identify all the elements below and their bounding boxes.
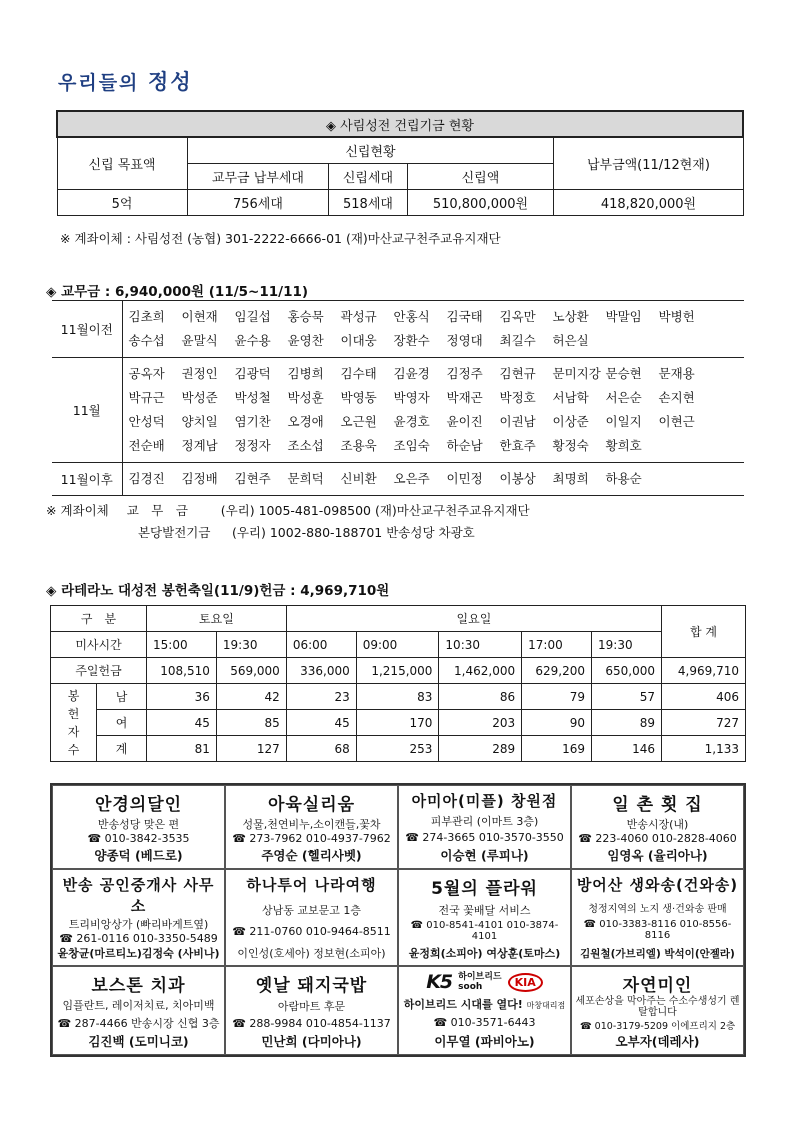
ad-card: [225, 785, 398, 869]
donor-name: 김광덕: [234, 366, 271, 381]
cash-value: 629,200: [522, 658, 592, 684]
female-value: 203: [439, 710, 522, 736]
donor-name: 박말임: [605, 309, 642, 324]
ad-phone: ☎ 010-3571-6443: [433, 1015, 536, 1029]
donor-name: 염기찬: [234, 414, 271, 429]
donor-name: 한효주: [499, 438, 536, 453]
ad-name: 반송 공인중개사 사무소: [62, 876, 215, 915]
female-value: 45: [147, 710, 217, 736]
dues-names-table: [52, 300, 744, 496]
male-label: 남: [97, 684, 147, 710]
cash-value: 336,000: [286, 658, 356, 684]
donor-name: 송수섭: [128, 333, 165, 348]
donor-name: 허은실: [552, 333, 589, 348]
sum-value: 146: [592, 736, 662, 762]
ad-line: 전국 꽃배달 서비스: [438, 903, 531, 917]
donor-name: 문승현: [605, 366, 642, 381]
mass-time: 15:00: [147, 632, 217, 658]
note-prefix: ※ 계좌이체: [46, 503, 109, 518]
fund-paid-value: 418,820,000원: [554, 189, 743, 215]
donor-name: 김수태: [340, 366, 377, 381]
donor-name: 정정자: [234, 438, 271, 453]
donor-name: 김경진: [128, 471, 165, 486]
donor-name: 문재용: [658, 366, 695, 381]
ad-name: 5월의 플라워: [431, 879, 538, 899]
donor-name: 오경애: [287, 414, 324, 429]
ad-owner: 임영옥 (율리아나): [607, 847, 708, 863]
donor-name: 김옥만: [499, 309, 536, 324]
ad-card: [225, 966, 398, 1055]
donor-name: 안홍식: [393, 309, 430, 324]
mass-time: 10:30: [439, 632, 522, 658]
ad-card: [571, 785, 744, 869]
sum-value: 68: [286, 736, 356, 762]
dues-row-before: [52, 301, 744, 358]
dues-heading: ◈ 교무금 : 6,940,000원 (11/5~11/11): [46, 284, 309, 300]
donor-name: 권정인: [181, 366, 218, 381]
male-row: [51, 684, 746, 710]
donor-name: 박재곤: [446, 390, 483, 405]
donor-name: 윤말식: [181, 333, 218, 348]
ad-line: 성물,천연비누,소이캔들,꽃차: [242, 817, 381, 831]
cash-value: 569,000: [216, 658, 286, 684]
donor-name: 정계남: [181, 438, 218, 453]
ad-line: 세포손상을 막아주는 수소수생성기 렌탈합니다: [575, 996, 740, 1018]
donor-name: 박영동: [340, 390, 377, 405]
donor-name: 조임숙: [393, 438, 430, 453]
ad-owner: 김진백 (도미니코): [88, 1033, 189, 1049]
female-value: 90: [522, 710, 592, 736]
donor-name: 오근원: [340, 414, 377, 429]
dues-names: [122, 301, 744, 358]
donor-name: 홍승묵: [287, 309, 324, 324]
offering-sunday-header: 일요일: [286, 606, 661, 632]
ad-owner: 양종덕 (베드로): [94, 847, 183, 863]
ad-phone: ☎ 211-0760 010-9464-8511: [232, 925, 391, 938]
sum-row: [51, 736, 746, 762]
male-value: 83: [356, 684, 439, 710]
ad-phone: ☎ 287-4466 반송시장 신협 3층: [57, 1016, 220, 1030]
cash-value: 650,000: [592, 658, 662, 684]
donor-name: 노상환: [552, 309, 589, 324]
ad-name: 안경의달인: [94, 795, 183, 815]
donor-name: 하용순: [605, 471, 642, 486]
mass-time: 17:00: [522, 632, 592, 658]
donor-name: 이현근: [658, 414, 695, 429]
donor-name: 임길섭: [234, 309, 271, 324]
dues-account-note: [46, 500, 530, 544]
fund-amount-value: 510,800,000원: [407, 189, 554, 215]
donor-name: 윤이진: [446, 414, 483, 429]
donor-name: 하순남: [446, 438, 483, 453]
fund-account-note: ※ 계좌이체 : 사림성전 (농협) 301-2222-6666-01 (재)마산교구천주교유지재단: [60, 231, 501, 246]
donor-name: 최명희: [552, 471, 589, 486]
donor-name: 문미지강: [552, 366, 601, 381]
ad-owner: 민난희 (다미아나): [261, 1033, 362, 1049]
fund-applied-header: 신립세대: [329, 163, 407, 189]
fund-amount-header: 신립액: [407, 163, 554, 189]
donor-name: 김현규: [499, 366, 536, 381]
offering-saturday-header: 토요일: [147, 606, 287, 632]
note-label-dues: 교 무 금: [126, 503, 188, 518]
page-title-main: 정성: [148, 70, 193, 94]
ad-card: [398, 966, 571, 1055]
donor-name: 김현주: [234, 471, 271, 486]
ad-name: 방어산 생와송(건와송): [576, 876, 739, 894]
donor-name: 정영대: [446, 333, 483, 348]
donor-name: 김국태: [446, 309, 483, 324]
donor-name: 이권남: [499, 414, 536, 429]
sum-value: 253: [356, 736, 439, 762]
donor-name: 서은순: [605, 390, 642, 405]
donor-name: 조용욱: [340, 438, 377, 453]
kia-logo: KIA: [508, 973, 543, 992]
offering-table: [50, 605, 746, 762]
donor-name: 박정호: [499, 390, 536, 405]
donor-name: 윤경호: [393, 414, 430, 429]
sum-value: 169: [522, 736, 592, 762]
donor-name: 박성준: [181, 390, 218, 405]
page-title: [58, 66, 193, 96]
male-value: 36: [147, 684, 217, 710]
k5-logo-sub: 하이브리드 sooh: [458, 972, 502, 992]
ad-line: 상남동 교보문고 1층: [262, 904, 361, 917]
k5-logo: [426, 971, 543, 993]
female-value: 89: [592, 710, 662, 736]
ad-phone: ☎ 274-3665 010-3570-3550: [405, 831, 564, 844]
cash-label: 주일헌금: [51, 658, 147, 684]
donor-name: 오은주: [393, 471, 430, 486]
ad-phone: ☎ 010-3842-3535: [87, 832, 190, 846]
dues-names: [122, 463, 744, 496]
donor-name: 박병헌: [658, 309, 695, 324]
mass-time: 06:00: [286, 632, 356, 658]
female-value: 170: [356, 710, 439, 736]
dues-row-label: 11월이전: [52, 301, 122, 358]
ad-name: 아미아(미플) 창원점: [411, 792, 558, 810]
ad-owner: 주영순 (헬리사벳): [261, 847, 362, 863]
donor-name: 전순배: [128, 438, 165, 453]
ad-owner: 이무열 (파비아노): [434, 1033, 535, 1049]
ad-card: [225, 869, 398, 966]
female-value: 85: [216, 710, 286, 736]
donor-name: 김병희: [287, 366, 324, 381]
ad-owner: 윤창균(마르티노)김정숙 (사비나): [57, 947, 220, 960]
note-account-fund: (우리) 1002-880-188701 반송성당 차광호: [231, 525, 475, 540]
sum-label: 계: [97, 736, 147, 762]
male-value: 57: [592, 684, 662, 710]
ad-line: [404, 996, 565, 1012]
donor-name: 이대웅: [340, 333, 377, 348]
ad-name: 옛날 돼지국밥: [255, 976, 368, 996]
ad-name: 아육실리움: [267, 795, 356, 815]
donor-name: 황희호: [605, 438, 642, 453]
donor-name: 서남학: [552, 390, 589, 405]
donor-name: 신비환: [340, 471, 377, 486]
female-value: 727: [662, 710, 746, 736]
ad-card: [52, 785, 225, 869]
male-value: 42: [216, 684, 286, 710]
donor-name: 문희덕: [287, 471, 324, 486]
donor-name: 장환수: [393, 333, 430, 348]
donor-name: 윤수용: [234, 333, 271, 348]
male-value: 406: [662, 684, 746, 710]
donor-name: 곽성규: [340, 309, 377, 324]
ad-phone: ☎ 273-7962 010-4937-7962: [232, 832, 391, 846]
sum-value: 289: [439, 736, 522, 762]
ad-owner: 김원철(가브리엘) 박석이(안젤라): [580, 947, 735, 960]
female-value: 45: [286, 710, 356, 736]
fund-households-header: 교무금 납부세대: [187, 163, 329, 189]
male-value: 86: [439, 684, 522, 710]
ad-line: 아람마트 후문: [277, 1000, 346, 1014]
dues-names: [122, 358, 744, 463]
ad-phone: ☎ 288-9984 010-4854-1137: [232, 1016, 391, 1030]
ad-phone: ☎ 010-8541-4101 010-3874-4101: [410, 920, 559, 943]
cash-value: 4,969,710: [662, 658, 746, 684]
fund-title: ◈ 사림성전 건립기금 현황: [57, 111, 743, 137]
dues-row-label: 11월: [52, 358, 122, 463]
female-label: 여: [97, 710, 147, 736]
ad-card: [398, 869, 571, 966]
donor-name: 이상준: [552, 414, 589, 429]
female-row: [51, 710, 746, 736]
mass-time: 19:30: [216, 632, 286, 658]
note-account-dues: (우리) 1005-481-098500 (재)마산교구천주교유지재단: [220, 503, 530, 518]
ad-name: 하나투어 나라여행: [246, 876, 377, 894]
sum-value: 81: [147, 736, 217, 762]
dues-row-november: [52, 358, 744, 463]
ad-card: [571, 966, 744, 1055]
ad-line: 임플란트, 레이저치료, 치아미백: [62, 999, 215, 1013]
donor-name: 김정배: [181, 471, 218, 486]
fund-status-header: 신립현황: [187, 137, 554, 163]
ad-line: 반송시장(내): [626, 817, 689, 831]
ad-name: 일 촌 횟 집: [612, 795, 703, 815]
dues-row-after: [52, 463, 744, 496]
ad-phone: ☎ 223-4060 010-2828-4060: [578, 832, 737, 846]
ad-slogan: 하이브리드 시대를 열다!: [403, 998, 523, 1012]
dues-row-label: 11월이후: [52, 463, 122, 496]
fund-households-value: 756세대: [187, 189, 329, 215]
donor-name: 이봉상: [499, 471, 536, 486]
donor-name: 박영자: [393, 390, 430, 405]
fund-status-table: [56, 110, 744, 216]
donor-name: 이현재: [181, 309, 218, 324]
sponsor-ads-grid: [50, 783, 746, 1057]
mass-time: 19:30: [592, 632, 662, 658]
fund-paid-header: 납부금액(11/12현재): [554, 137, 743, 189]
donor-name: 조소섭: [287, 438, 324, 453]
offering-category-header: 구 분: [51, 606, 147, 632]
donors-label: 봉 헌 자 수: [51, 684, 97, 762]
ad-owner: 이인성(호세아) 정보현(소피아): [237, 947, 386, 960]
sum-value: 127: [216, 736, 286, 762]
donor-name: 박성철: [234, 390, 271, 405]
ad-phone: ☎ 261-0116 010-3350-5489: [59, 932, 218, 945]
fund-applied-value: 518세대: [329, 189, 407, 215]
fund-goal-value: 5억: [57, 189, 187, 215]
donor-name: 안성덕: [128, 414, 165, 429]
ad-owner: 오부자(데레사): [615, 1034, 700, 1049]
mass-time-label: 미사시간: [51, 632, 147, 658]
donor-name: 김정주: [446, 366, 483, 381]
donor-name: 윤영찬: [287, 333, 324, 348]
note-label-fund: 본당발전기금: [137, 525, 211, 540]
donor-name: 박성훈: [287, 390, 324, 405]
ad-card: [52, 869, 225, 966]
ad-card: [52, 966, 225, 1055]
cash-value: 1,215,000: [356, 658, 439, 684]
sum-value: 1,133: [662, 736, 746, 762]
donor-name: 김초희: [128, 309, 165, 324]
donor-name: 김윤경: [393, 366, 430, 381]
ad-line: 트리비앙상가 (빠리바게트옆): [68, 918, 209, 931]
donor-name: 양치일: [181, 414, 218, 429]
ad-card: [398, 785, 571, 869]
donor-name: 박규근: [128, 390, 165, 405]
ad-dealer: 마창대리점: [526, 1001, 566, 1011]
k5-logo-text: K5: [426, 971, 453, 993]
cash-row: [51, 658, 746, 684]
ad-line: 피부관리 (이마트 3층): [430, 815, 539, 828]
donor-name: 황정숙: [552, 438, 589, 453]
donor-name: 최길수: [499, 333, 536, 348]
fund-goal-header: 신립 목표액: [57, 137, 187, 189]
male-value: 23: [286, 684, 356, 710]
ad-line: 청정지역의 노지 생·건와송 판매: [588, 903, 727, 915]
ad-name: 자연미인: [622, 976, 693, 996]
male-value: 79: [522, 684, 592, 710]
donor-name: 이일지: [605, 414, 642, 429]
cash-value: 108,510: [147, 658, 217, 684]
mass-time: 09:00: [356, 632, 439, 658]
ad-line: 반송성당 맞은 편: [97, 817, 180, 831]
ad-card: [571, 869, 744, 966]
ad-owner: 이승현 (루피나): [440, 848, 529, 863]
ad-phone: ☎ 010-3383-8116 010-8556-8116: [583, 919, 732, 942]
offering-heading: ◈ 라테라노 대성전 봉헌축일(11/9)헌금 : 4,969,710원: [46, 583, 390, 599]
ad-owner: 윤정희(소피아) 여상훈(토마스): [408, 946, 561, 960]
offering-total-header: 합 계: [662, 606, 746, 658]
donor-name: 손지현: [658, 390, 695, 405]
cash-value: 1,462,000: [439, 658, 522, 684]
ad-phone: ☎ 010-3179-5209 이에프리지 2층: [579, 1021, 736, 1032]
donor-name: 이민정: [446, 471, 483, 486]
page-title-prefix: 우리들의: [58, 72, 140, 94]
ad-name: 보스톤 치과: [91, 976, 186, 996]
donor-name: 공옥자: [128, 366, 165, 381]
